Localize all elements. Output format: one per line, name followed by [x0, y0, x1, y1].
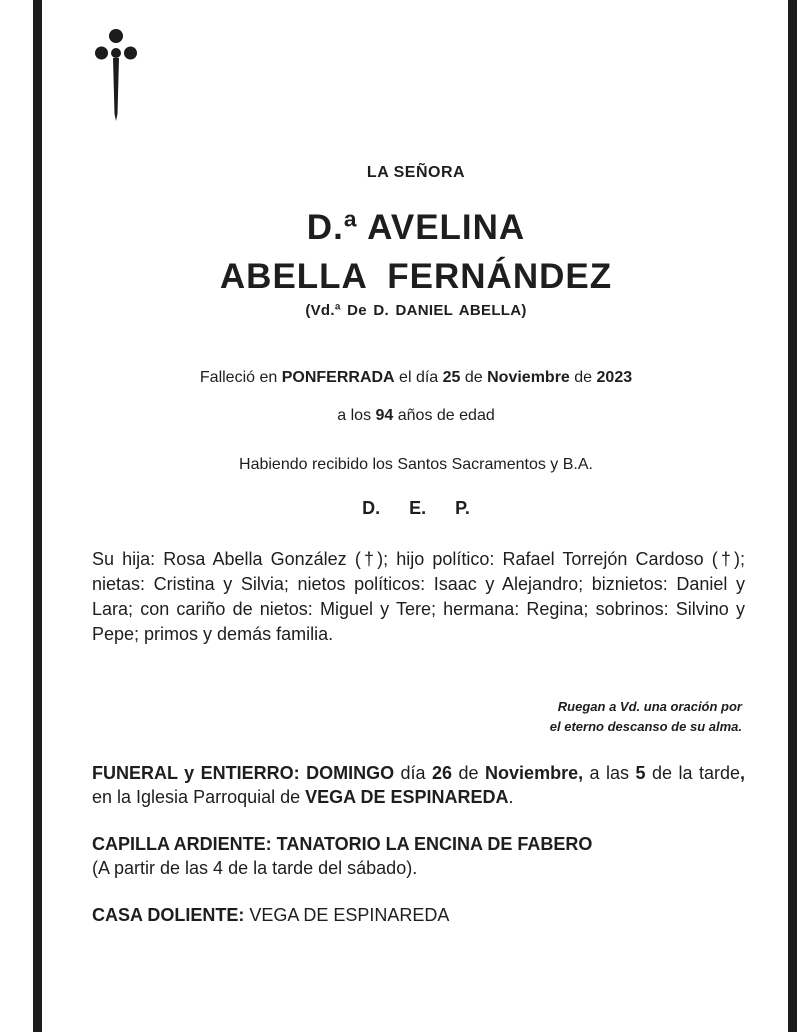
dep-line: D. E. P.: [362, 498, 470, 518]
deceased-first-name: D.ª AVELINA: [306, 208, 526, 247]
sacraments-line: Habiendo recibido los Santos Sacramentos y B.A.: [239, 456, 593, 473]
prayer-line-2: el eterno descanso de su alma.: [549, 719, 742, 734]
intro-heading: LA SEÑORA: [366, 164, 466, 181]
mourning-house-label: CASA DOLIENTE:: [92, 905, 245, 925]
cross-icon: [94, 28, 138, 122]
left-border: [33, 0, 42, 1032]
chapel-info: [92, 832, 745, 880]
mourning-house-info: [92, 903, 745, 927]
prayer-line-1: Ruegan a Vd. una oración por: [557, 699, 742, 714]
family-paragraph: Su hija: Rosa Abella González (†); hijo político: Rafael Torrejón Cardoso (†); nietas: Cristina y Silvia; nietos políticos: Isaac y Alejandro; biznietos: Daniel y Lara; con cariño de nietos: Miguel y Tere; hermana: Regina; sobrinos: Silvino y Pepe; primos y demás familia.: [92, 549, 745, 644]
chapel-note: (A partir de las 4 de la tarde del sábado).: [92, 858, 418, 878]
age-line: a los 94 años de edad: [337, 407, 495, 424]
chapel-label: CAPILLA ARDIENTE: TANATORIO LA ENCINA DE FABERO: [92, 834, 593, 854]
funeral-info: FUNERAL y ENTIERRO: DOMINGO día 26 de Noviembre, a las 5 de la tarde, en la Iglesia Parroquial de VEGA DE ESPINAREDA.: [92, 763, 746, 807]
widow-of-line: (Vd.ª De D. DANIEL ABELLA): [305, 302, 527, 319]
deceased-surnames: ABELLA FERNÁNDEZ: [219, 257, 613, 296]
death-line: Falleció en PONFERRADA el día 25 de Noviembre de 2023: [199, 369, 633, 386]
mourning-house-value: VEGA DE ESPINAREDA: [244, 905, 450, 925]
right-border: [788, 0, 797, 1032]
prayer-request: [400, 697, 742, 737]
